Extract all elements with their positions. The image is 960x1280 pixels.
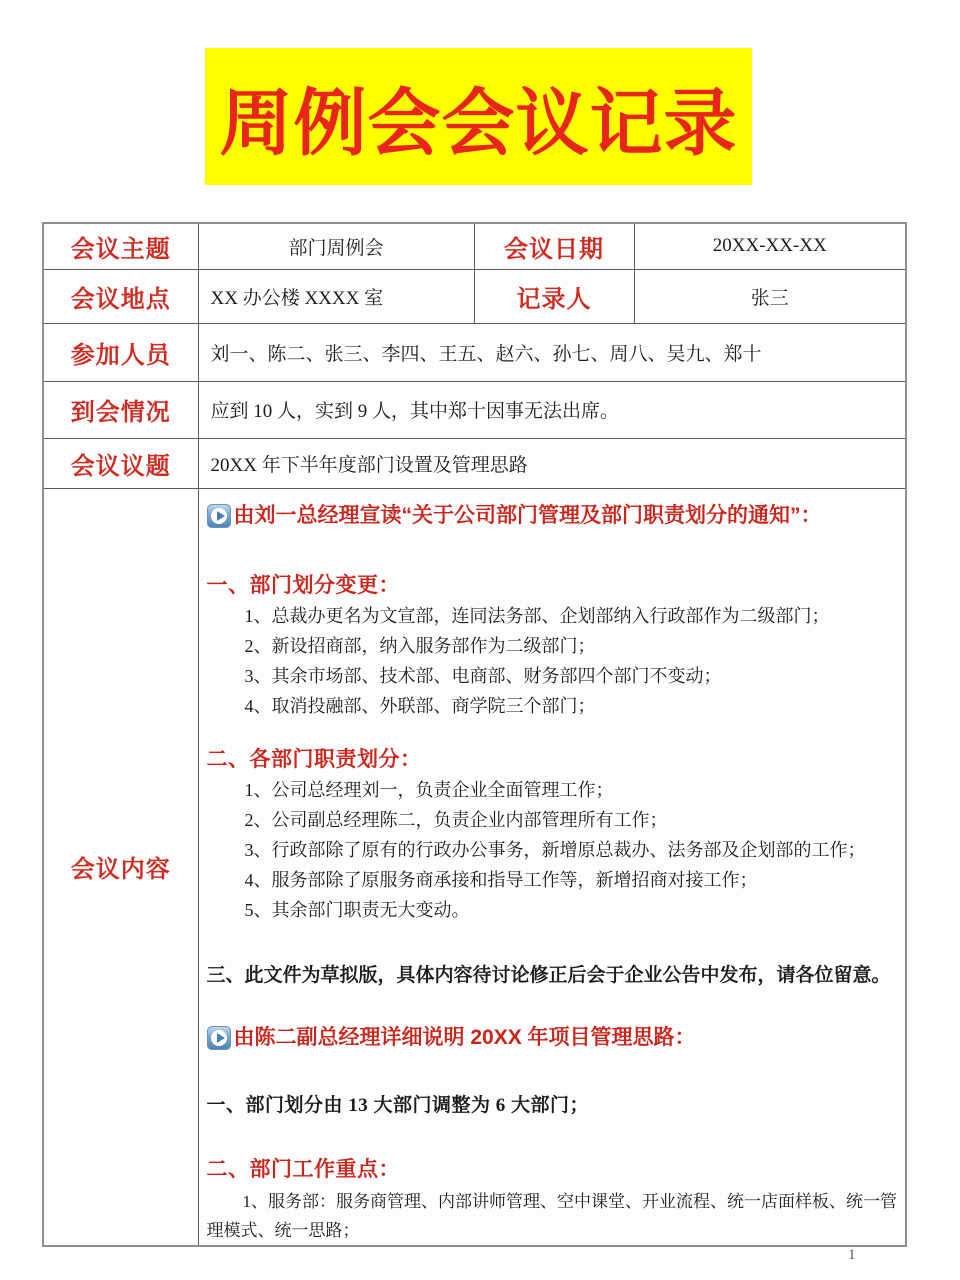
meeting-location-value: XX 办公楼 XXXX 室	[198, 269, 474, 323]
list-item: 2、公司副总经理陈二，负责企业内部管理所有工作；	[244, 809, 668, 830]
section1-heading: 由刘一总经理宣读“关于公司部门管理及部门职责划分的通知”：	[233, 503, 822, 527]
section1-part3-note: 三、此文件为草拟版，具体内容待讨论修正后会于企业公告中发布，请各位留意。	[206, 964, 891, 986]
meeting-info-table	[42, 222, 907, 1247]
list-item: 3、其余市场部、技术部、电商部、财务部四个部门不变动；	[244, 665, 722, 686]
list-item: 5、其余部门职责无大变动。	[244, 899, 470, 920]
list-item: 1、服务部：服务商管理、内部讲师管理、空中课堂、开业流程、统一店面样板、统一管理模式、统一思路；	[206, 1191, 897, 1240]
table-row	[43, 438, 906, 488]
section2-heading: 由陈二副总经理详细说明 20XX 年项目管理思路：	[233, 1025, 696, 1049]
meeting-date-label: 会议日期	[474, 223, 634, 269]
title-banner	[205, 48, 752, 185]
attendance-value: 应到 10 人，实到 9 人，其中郑十因事无法出席。	[198, 381, 906, 438]
play-icon-triangle	[217, 511, 225, 521]
agenda-value: 20XX 年下半年度部门设置及管理思路	[198, 438, 906, 488]
table-row	[43, 488, 906, 1246]
participants-value: 刘一、陈二、张三、李四、王五、赵六、孙七、周八、吴九、郑十	[198, 323, 906, 381]
page-number: 1	[848, 1247, 856, 1263]
table-row	[43, 223, 906, 269]
section2-part1-statement: 一、部门划分由 13 大部门调整为 6 大部门；	[206, 1094, 590, 1116]
meeting-date-value: 20XX-XX-XX	[634, 223, 906, 269]
section1-part1-title: 一、部门划分变更：	[206, 573, 400, 597]
recorder-label: 记录人	[474, 269, 634, 323]
participants-label: 参加人员	[43, 323, 198, 381]
agenda-label: 会议议题	[43, 438, 198, 488]
play-icon	[207, 1026, 231, 1050]
page-title: 周例会会议记录	[219, 83, 738, 164]
list-item: 4、取消投融部、外联部、商学院三个部门；	[244, 695, 596, 716]
table-row	[43, 381, 906, 438]
meeting-content-cell	[198, 488, 906, 1246]
meeting-topic-label: 会议主题	[43, 223, 198, 269]
content-label: 会议内容	[43, 488, 198, 1246]
section1-part2-title: 二、各部门职责划分：	[206, 747, 422, 771]
list-item: 4、服务部除了原服务商承接和指导工作等，新增招商对接工作；	[244, 869, 758, 890]
play-icon-triangle	[217, 1033, 225, 1043]
meeting-topic-value: 部门周例会	[198, 223, 474, 269]
list-item: 2、新设招商部，纳入服务部作为二级部门；	[244, 635, 596, 656]
list-item: 3、行政部除了原有的行政办公事务，新增原总裁办、法务部及企划部的工作；	[244, 839, 866, 860]
section1-heading-row	[207, 501, 900, 531]
recorder-value: 张三	[634, 269, 906, 323]
section2-heading-row	[207, 1023, 900, 1053]
attendance-label: 到会情况	[43, 381, 198, 438]
list-item: 1、公司总经理刘一，负责企业全面管理工作；	[244, 779, 614, 800]
table-row	[43, 323, 906, 381]
play-icon	[207, 504, 231, 528]
meeting-location-label: 会议地点	[43, 269, 198, 323]
list-item: 1、总裁办更名为文宣部，连同法务部、企划部纳入行政部作为二级部门；	[244, 605, 830, 626]
table-row	[43, 269, 906, 323]
section2-part2-title: 二、部门工作重点：	[206, 1157, 400, 1181]
